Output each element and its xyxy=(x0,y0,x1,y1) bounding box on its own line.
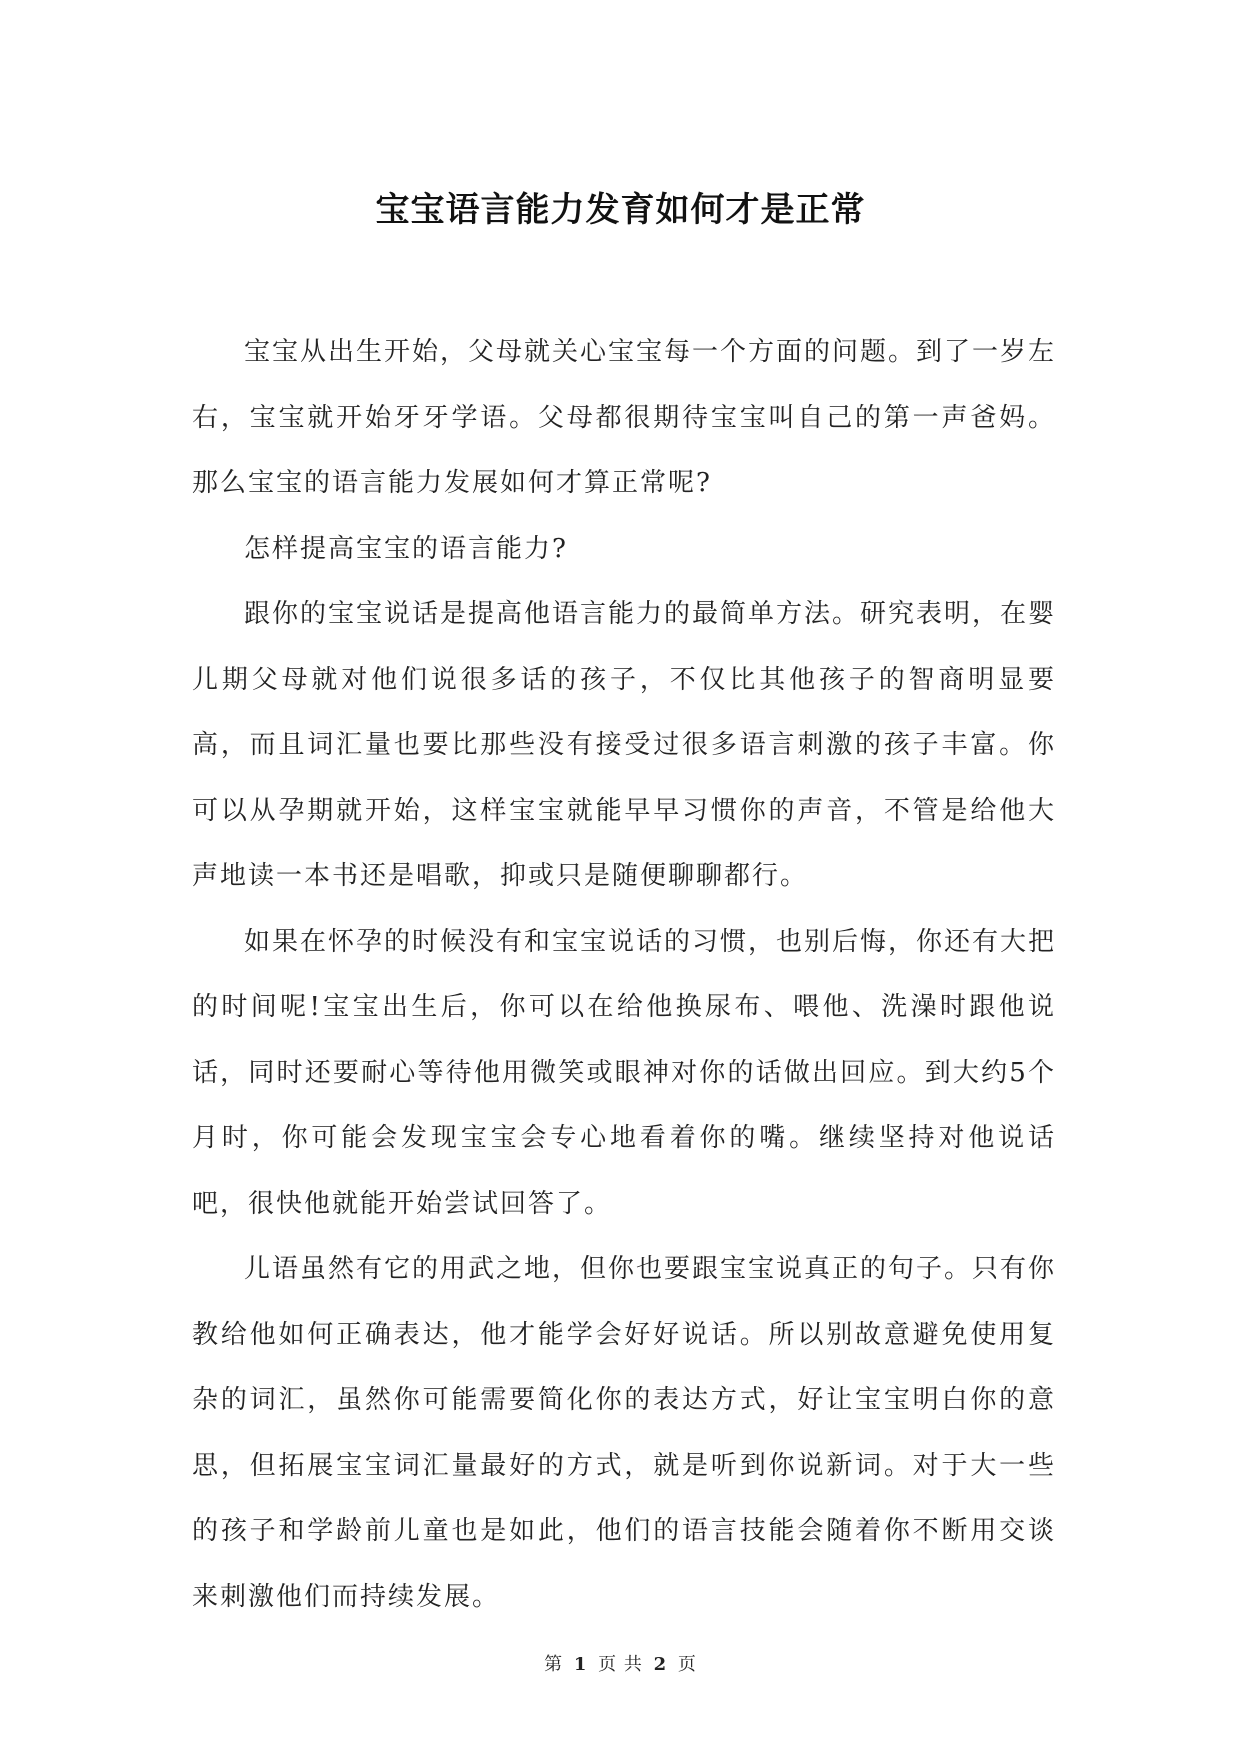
document-body xyxy=(192,320,1056,1630)
document-title: 宝宝语言能力发育如何才是正常 xyxy=(375,190,866,230)
footer-suffix: 页 xyxy=(677,1654,697,1675)
total-page-number: 2 xyxy=(653,1654,668,1675)
paragraph: 儿语虽然有它的用武之地，但你也要跟宝宝说真正的句子。只有你教给他如何正确表达，他才能学会好好说话。所以别故意避免使用复杂的词汇，虽然你可能需要简化你的表达方式，好让宝宝明白你的意思，但拓展宝宝词汇量最好的方式，就是听到你说新词。对于大一些的孩子和学龄前儿童也是如此，他们的语言技能会随着你不断用交谈来刺激他们而持续发展。 xyxy=(192,1254,1057,1612)
paragraph: 宝宝从出生开始，父母就关心宝宝每一个方面的问题。到了一岁左右，宝宝就开始牙牙学语。父母都很期待宝宝叫自己的第一声爸妈。那么宝宝的语言能力发展如何才算正常呢? xyxy=(192,337,1057,498)
paragraph: 怎样提高宝宝的语言能力? xyxy=(244,533,568,564)
footer-middle: 页 共 xyxy=(598,1654,643,1675)
current-page-number: 1 xyxy=(573,1654,588,1675)
page-footer xyxy=(0,1650,1241,1676)
paragraph: 如果在怀孕的时候没有和宝宝说话的习惯，也别后悔，你还有大把的时间呢!宝宝出生后，你可以在给他换尿布、喂他、洗澡时跟他说话，同时还要耐心等待他用微笑或眼神对你的话做出回应。到大约5个月时，你可能会发现宝宝会专心地看着你的嘴。继续坚持对他说话吧，很快他就能开始尝试回答了。 xyxy=(192,926,1057,1219)
paragraph: 跟你的宝宝说话是提高他语言能力的最简单方法。研究表明，在婴儿期父母就对他们说很多话的孩子，不仅比其他孩子的智商明显要高，而且词汇量也要比那些没有接受过很多语言刺激的孩子丰富。你可以从孕期就开始，这样宝宝就能早早习惯你的声音，不管是给他大声地读一本书还是唱歌，抑或只是随便聊聊都行。 xyxy=(192,599,1057,891)
footer-prefix: 第 xyxy=(544,1654,564,1675)
